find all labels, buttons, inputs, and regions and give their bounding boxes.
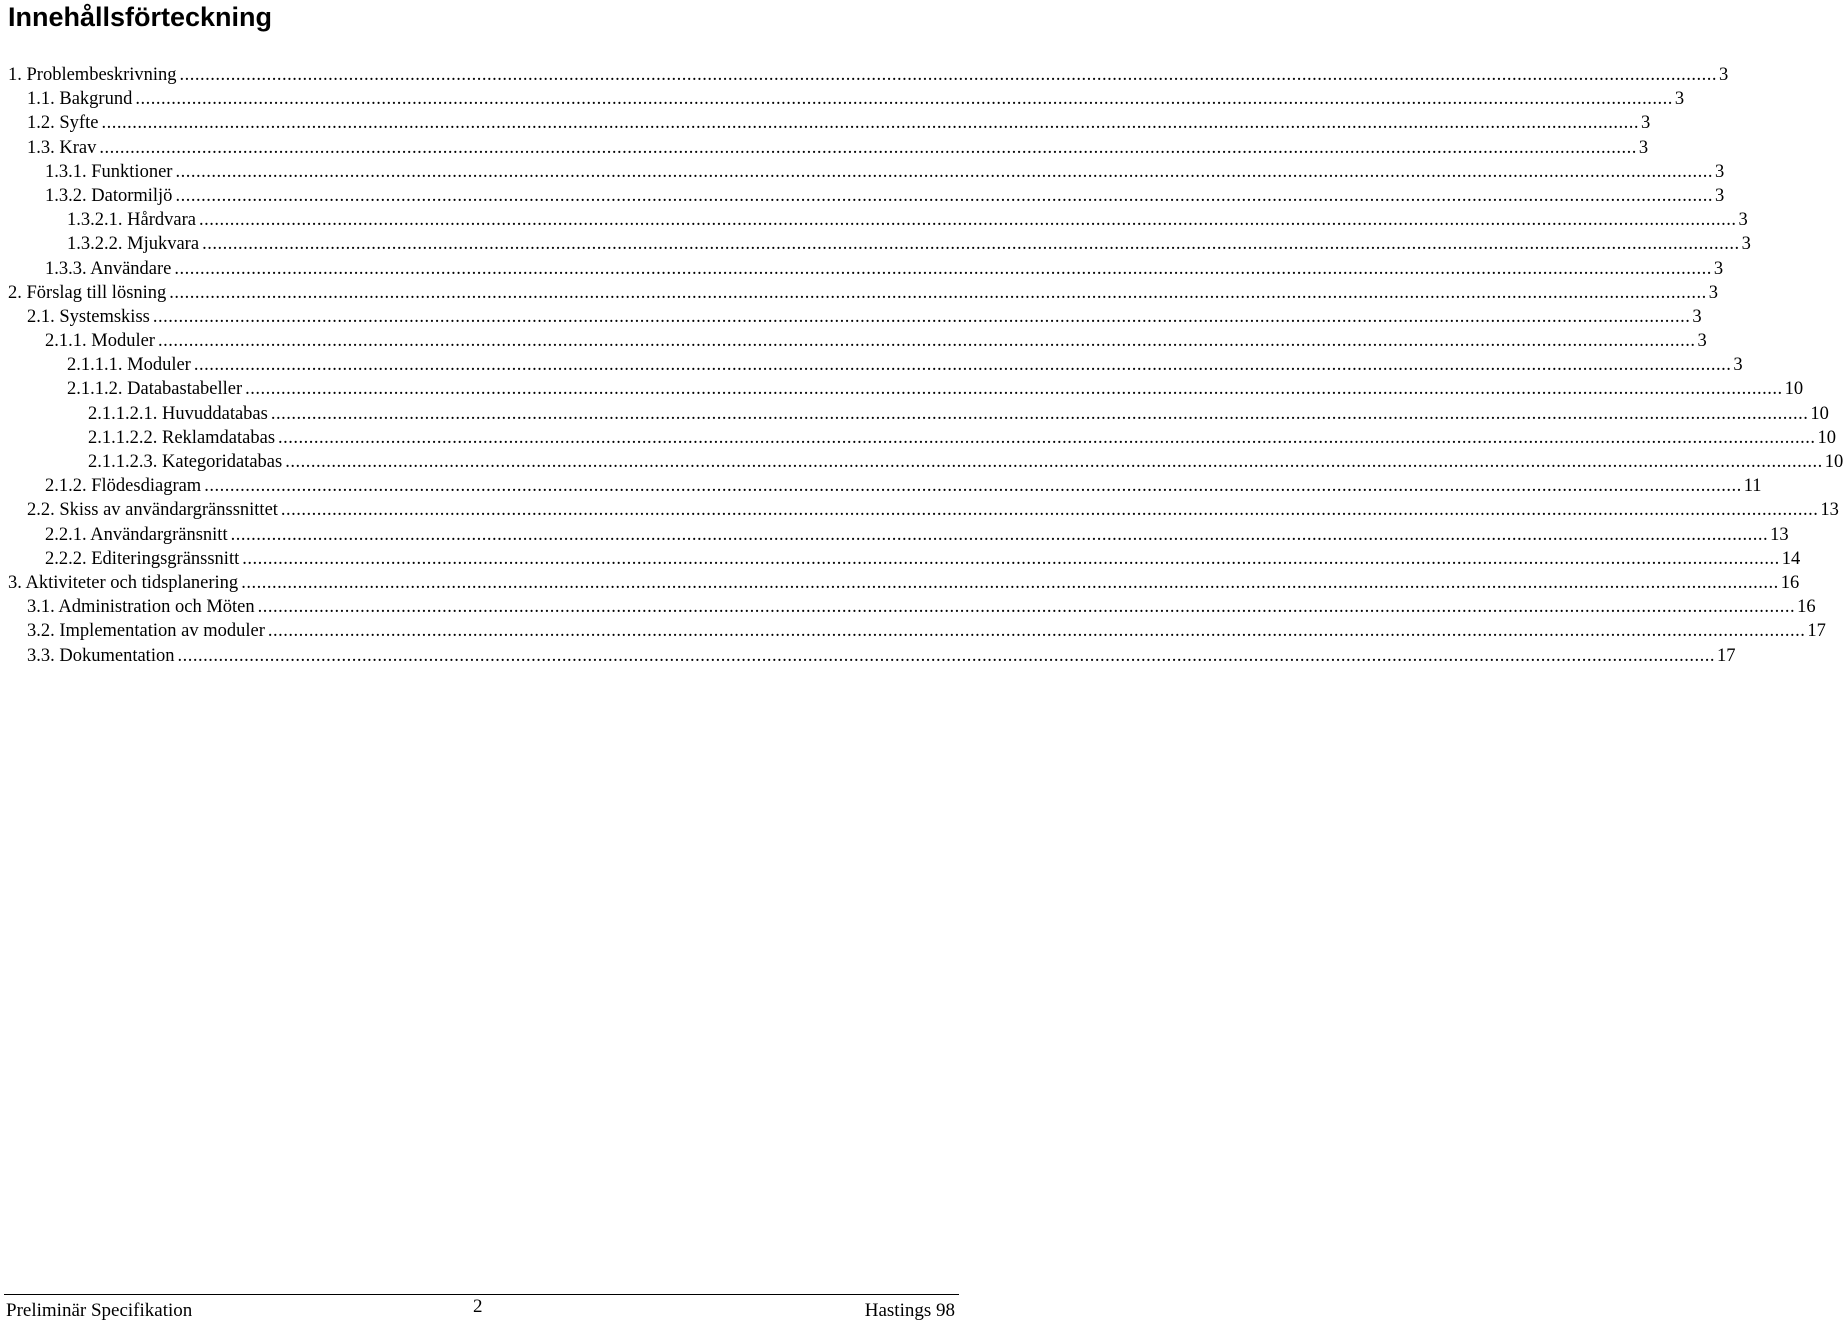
toc-entry-page-number: 3 [1692, 306, 1702, 327]
toc-entry-page-number: 16 [1780, 572, 1800, 593]
toc-entry-row [88, 450, 1843, 474]
toc-entry-label: 2.1.2. Flödesdiagram [45, 476, 202, 497]
toc-entry-row [67, 353, 1743, 377]
toc-entry-row [45, 257, 1724, 281]
toc-entry-label: 2. Förslag till lösning [8, 282, 167, 303]
toc-entry-label: 2.1.1.2. Databastabeller [67, 379, 243, 400]
toc-entry-label: 2.2.1. Användargränsnitt [45, 524, 228, 545]
toc-entry-page-number: 16 [1797, 597, 1816, 618]
toc-entry[interactable] [0, 450, 1843, 474]
toc-entry[interactable] [0, 208, 1748, 232]
toc-entry-label: 3.2. Implementation av moduler [27, 621, 265, 642]
toc-entry-page-number: 3 [1738, 210, 1748, 231]
toc-entry[interactable] [0, 547, 1801, 571]
toc-entry[interactable] [0, 63, 1729, 87]
toc-entry-row [27, 111, 1651, 135]
toc-entry-page-number: 3 [1674, 89, 1685, 110]
toc-entry-label: 1. Problembeskrivning [8, 65, 177, 85]
toc-entry-row [88, 402, 1829, 426]
toc-entry-row [27, 305, 1702, 329]
toc-entry-page-number: 10 [1824, 452, 1843, 472]
toc-entry[interactable] [0, 257, 1724, 281]
toc-dot-leader: ............................................................................................................................................................................................................................................................................................................ [175, 185, 1713, 206]
toc-entry-row [45, 329, 1707, 353]
toc-entry-page-number: 3 [1708, 282, 1719, 303]
toc-dot-leader: ............................................................................................................................................................................................................................................................................................................ [198, 210, 1737, 231]
toc-entry[interactable] [0, 353, 1743, 377]
toc-entry-page-number: 3 [1640, 113, 1651, 134]
toc-entry-label: 2.1.1.2.3. Kategoridatabas [88, 452, 283, 472]
toc-entry[interactable] [0, 523, 1789, 547]
toc-entry[interactable] [0, 87, 1685, 111]
toc-entry-row [8, 63, 1729, 87]
toc-entry-row [27, 498, 1839, 522]
toc-entry-label: 1.3. Krav [27, 137, 97, 158]
toc-entry-label: 2.2. Skiss av användargränssnittet [27, 500, 278, 521]
toc-entry-row [27, 619, 1826, 643]
toc-dot-leader: ............................................................................................................................................................................................................................................................................................................ [101, 113, 1639, 134]
toc-entry-row [45, 184, 1725, 208]
toc-entry-row [27, 87, 1685, 111]
toc-entry[interactable] [0, 644, 1736, 668]
toc-dot-leader: ............................................................................................................................................................................................................................................................................................................ [177, 645, 1715, 666]
toc-dot-leader: ............................................................................................................................................................................................................................................................................................................ [280, 500, 1819, 521]
toc-dot-leader: ............................................................................................................................................................................................................................................................................................................ [278, 427, 1816, 448]
toc-dot-leader: ............................................................................................................................................................................................................................................................................................................ [204, 476, 1742, 497]
toc-dot-leader: ............................................................................................................................................................................................................................................................................................................ [285, 452, 1823, 472]
toc-entry-label: 2.1. Systemskiss [27, 306, 150, 327]
toc-entry-page-number: 3 [1719, 65, 1729, 85]
toc-entry-row [45, 160, 1725, 184]
toc-entry-row [67, 377, 1804, 401]
toc-dot-leader: ............................................................................................................................................................................................................................................................................................................ [270, 403, 1809, 424]
toc-entry-label: 3. Aktiviteter och tidsplanering [8, 572, 239, 593]
toc-entry-label: 1.3.2. Datormiljö [45, 185, 173, 206]
toc-entry-page-number: 17 [1716, 645, 1736, 666]
toc-entry-label: 1.3.2.1. Hårdvara [67, 210, 196, 231]
toc-entry-row [8, 281, 1719, 305]
toc-entry[interactable] [0, 184, 1725, 208]
toc-entry-label: 2.2.2. Editeringsgränssnitt [45, 548, 240, 569]
toc-entry-page-number: 13 [1770, 524, 1789, 545]
toc-entry[interactable] [0, 426, 1837, 450]
footer-author: Hastings 98 [864, 1300, 955, 1321]
page-title: Innehållsförteckning [8, 2, 273, 32]
toc-entry-label: 1.1. Bakgrund [27, 89, 133, 110]
toc-entry-page-number: 10 [1817, 427, 1837, 448]
toc-entry-label: 3.1. Administration och Möten [27, 597, 255, 618]
toc-entry[interactable] [0, 571, 1800, 595]
toc-entry-row [45, 547, 1801, 571]
toc-entry[interactable] [0, 498, 1839, 522]
toc-entry-row [45, 474, 1762, 498]
toc-dot-leader: ............................................................................................................................................................................................................................................................................................................ [242, 548, 1780, 569]
toc-entry-page-number: 3 [1714, 185, 1725, 206]
toc-entry-row [27, 644, 1736, 668]
toc-entry-row [8, 571, 1800, 595]
toc-entry-label: 1.3.1. Funktioner [45, 161, 173, 182]
toc-entry[interactable] [0, 232, 1751, 256]
footer-divider [4, 1294, 959, 1295]
toc-entry[interactable] [0, 305, 1702, 329]
toc-dot-leader: ............................................................................................................................................................................................................................................................................................................ [241, 572, 1779, 593]
toc-entry-page-number: 13 [1820, 500, 1839, 521]
toc-entry-label: 2.1.1.2.2. Reklamdatabas [88, 427, 276, 448]
toc-dot-leader: ............................................................................................................................................................................................................................................................................................................ [230, 524, 1769, 545]
toc-dot-leader: ............................................................................................................................................................................................................................................................................................................ [169, 282, 1707, 303]
footer-document-title: Preliminär Specifikation [6, 1300, 193, 1321]
toc-dot-leader: ............................................................................................................................................................................................................................................................................................................ [257, 597, 1796, 618]
toc-entry-label: 1.3.3. Användare [45, 258, 172, 279]
toc-entry-row [45, 523, 1789, 547]
toc-entry[interactable] [0, 377, 1804, 401]
toc-entry-row [88, 426, 1837, 450]
toc-dot-leader: ............................................................................................................................................................................................................................................................................................................ [135, 89, 1673, 110]
toc-entry-page-number: 3 [1741, 234, 1751, 255]
toc-entry-label: 1.2. Syfte [27, 113, 99, 134]
toc-dot-leader: ............................................................................................................................................................................................................................................................................................................ [179, 65, 1718, 85]
toc-entry-label: 2.1.1.2.1. Huvuddatabas [88, 403, 268, 424]
toc-entry-page-number: 3 [1714, 161, 1725, 182]
toc-entry-page-number: 3 [1638, 137, 1649, 158]
toc-dot-leader: ............................................................................................................................................................................................................................................................................................................ [174, 258, 1712, 279]
toc-entry-label: 2.1.1.1. Moduler [67, 355, 191, 376]
toc-dot-leader: ............................................................................................................................................................................................................................................................................................................ [99, 137, 1637, 158]
toc-dot-leader: ............................................................................................................................................................................................................................................................................................................ [175, 161, 1713, 182]
table-of-contents [0, 63, 1843, 668]
toc-entry-label: 3.3. Dokumentation [27, 645, 175, 666]
toc-entry-row [67, 208, 1748, 232]
toc-entry-page-number: 3 [1713, 258, 1724, 279]
toc-entry-page-number: 3 [1733, 355, 1743, 376]
toc-entry[interactable] [0, 595, 1816, 619]
toc-entry[interactable] [0, 474, 1762, 498]
toc-entry-page-number: 10 [1810, 403, 1829, 424]
toc-entry[interactable] [0, 160, 1725, 184]
toc-dot-leader: ............................................................................................................................................................................................................................................................................................................ [267, 621, 1806, 642]
toc-entry-page-number: 10 [1784, 379, 1804, 400]
toc-entry[interactable] [0, 329, 1707, 353]
toc-entry-row [27, 595, 1816, 619]
toc-dot-leader: ............................................................................................................................................................................................................................................................................................................ [202, 234, 1740, 255]
toc-dot-leader: ............................................................................................................................................................................................................................................................................................................ [152, 306, 1691, 327]
toc-entry-label: 2.1.1. Moduler [45, 331, 155, 352]
toc-entry-page-number: 11 [1743, 476, 1762, 497]
toc-entry[interactable] [0, 111, 1651, 135]
toc-entry-row [67, 232, 1751, 256]
toc-entry-page-number: 3 [1697, 331, 1707, 352]
toc-entry-row [27, 136, 1649, 160]
toc-entry[interactable] [0, 402, 1829, 426]
toc-entry[interactable] [0, 281, 1719, 305]
toc-entry-page-number: 14 [1781, 548, 1801, 569]
toc-dot-leader: ............................................................................................................................................................................................................................................................................................................ [157, 331, 1696, 352]
footer-page-number: 2 [473, 1296, 483, 1317]
toc-entry-label: 1.3.2.2. Mjukvara [67, 234, 200, 255]
toc-entry-page-number: 17 [1807, 621, 1826, 642]
toc-entry[interactable] [0, 136, 1649, 160]
toc-dot-leader: ............................................................................................................................................................................................................................................................................................................ [193, 355, 1732, 376]
toc-dot-leader: ............................................................................................................................................................................................................................................................................................................ [245, 379, 1783, 400]
toc-entry[interactable] [0, 619, 1826, 643]
